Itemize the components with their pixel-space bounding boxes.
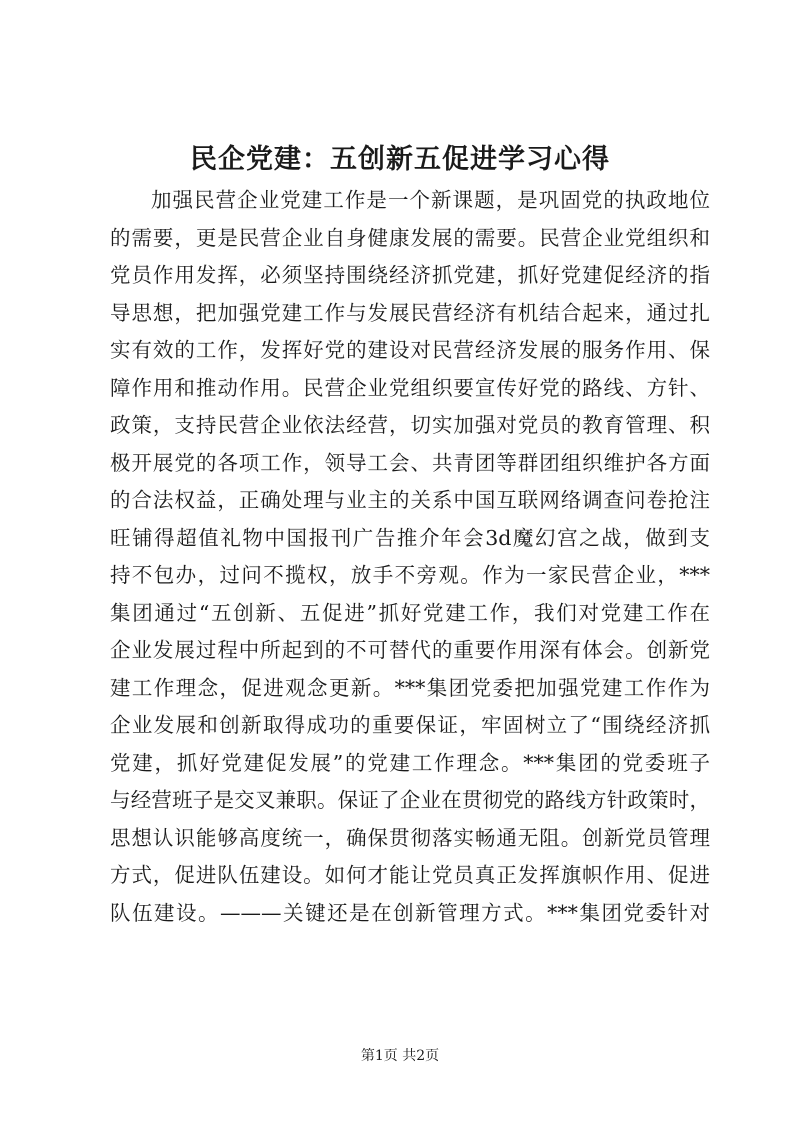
text-line: 思想认识能够高度统一，确保贯彻落实畅通无阻。创新党员管理 (110, 825, 710, 850)
document-title: 民企党建：五创新五促进学习心得 (190, 144, 610, 175)
document-body (110, 182, 710, 932)
text-line: 政策，支持民营企业依法经营，切实加强对党员的教育管理、积 (110, 413, 710, 437)
text-line: 的合法权益，正确处理与业主的关系中国互联网络调查问卷抢注 (110, 488, 710, 512)
text-line: 的需要，更是民营企业自身健康发展的需要。民营企业党组织和 (110, 225, 710, 250)
text-line: 导思想，把加强党建工作与发展民营经济有机结合起来，通过扎 (110, 300, 710, 325)
text-line: 旺铺得超值礼物中国报刊广告推介年会3d魔幻宫之战，做到支 (110, 525, 710, 550)
text-line: 企业发展过程中所起到的不可替代的重要作用深有体会。创新党 (110, 638, 710, 662)
text-line: 障作用和推动作用。民营企业党组织要宣传好党的路线、方针、 (110, 375, 710, 400)
text-line: 党员作用发挥，必须坚持围绕经济抓党建，抓好党建促经济的指 (110, 263, 710, 287)
text-line: 与经营班子是交叉兼职。保证了企业在贯彻党的路线方针政策时， (110, 788, 710, 812)
text-line: 集团通过“五创新、五促进”抓好党建工作，我们对党建工作在 (110, 600, 710, 625)
text-line: 极开展党的各项工作，领导工会、共青团等群团组织维护各方面 (110, 450, 710, 475)
text-line: 实有效的工作，发挥好党的建设对民营经济发展的服务作用、保 (110, 338, 710, 362)
page-footer: 第1页 共2页 (360, 1048, 440, 1064)
text-line: 建工作理念，促进观念更新。***集团党委把加强党建工作作为 (110, 675, 710, 700)
text-line: 队伍建设。———关键还是在创新管理方式。***集团党委针对 (110, 900, 710, 925)
text-line: 加强民营企业党建工作是一个新课题，是巩固党的执政地位 (151, 188, 710, 212)
text-line: 方式，促进队伍建设。如何才能让党员真正发挥旗帜作用、促进 (110, 863, 710, 887)
text-line: 持不包办，过问不揽权，放手不旁观。作为一家民营企业，*** (110, 563, 710, 587)
text-line: 企业发展和创新取得成功的重要保证，牢固树立了“围绕经济抓 (110, 713, 710, 737)
text-line: 党建，抓好党建促发展”的党建工作理念。***集团的党委班子 (110, 750, 710, 775)
